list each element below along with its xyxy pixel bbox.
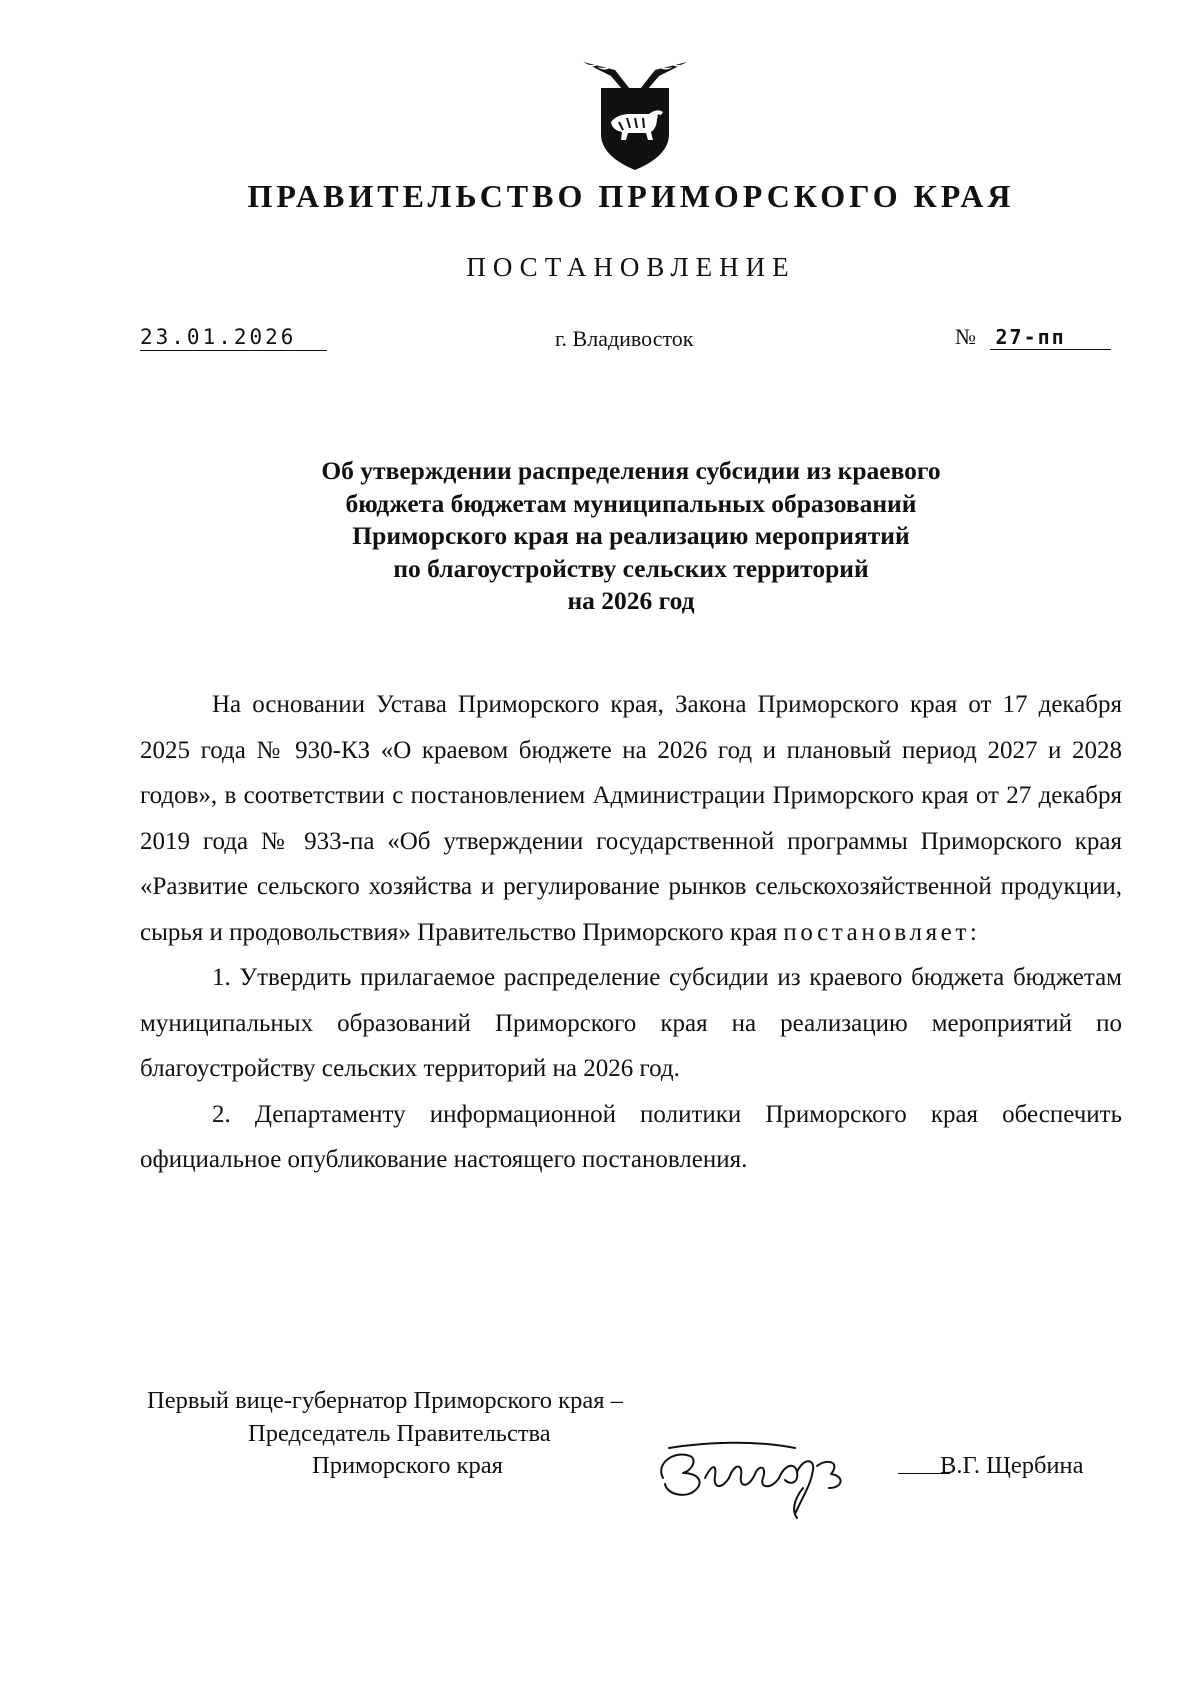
document-number: 27-пп [990,325,1111,350]
preamble-paragraph [140,682,1122,955]
title-line: Об утверждении распределения субсидии из краевого [321,456,941,485]
document-date: 23.01.2026 [140,325,327,351]
document-city: г. Владивосток [555,326,694,351]
item-2-paragraph: 2. Департаменту информационной политики Приморского края обеспечить официальное опубликование настоящего постановления. [140,1100,1122,1173]
title-line: по благоустройству сельских территорий [393,553,869,583]
organization-name: ПРАВИТЕЛЬСТВО ПРИМОРСКОГО КРАЯ [247,178,1015,214]
preamble-text: На основании Устава Приморского края, Закона Приморского края от 17 декабря 2025 года № 930-КЗ «О краевом бюджете на 2026 год и плановый период 2027 и 2028 годов», в соответствии с постановлением Администрации Приморского края от 27 декабря 2019 года № 933-па «Об утверждении государственной программы Приморского края «Развитие сельского хозяйства и регулирование рынков сельскохозяйственной продукции, сырья и продовольствия» Правительство Приморского края [140,691,1122,946]
document-type: ПОСТАНОВЛЕНИЕ [466,252,796,282]
position-line: Председатель Правительства [248,1419,551,1447]
document-title [200,455,1062,618]
handwritten-signature-icon [645,1418,890,1528]
title-line: бюджета бюджетам муниципальных образований [345,488,917,518]
resolves-word: постановляет: [783,918,981,946]
document-number-block [955,324,1111,350]
document-body [140,682,1122,1183]
title-line: Приморского края на реализацию мероприятий [352,521,910,550]
item-1-paragraph: 1. Утвердить прилагаемое распределение субсидии из краевого бюджета бюджетам муниципальных образований Приморского края на реализацию мероприятий по благоустройству сельских территорий на 2026 год. [140,964,1122,1082]
signatory-position [147,1385,623,1483]
position-line: Приморского края [312,1452,503,1479]
title-line: на 2026 год [567,586,695,615]
signatory-name: В.Г. Щербина [940,1452,1084,1479]
position-line: Первый вице-губернатор Приморского края – [147,1387,623,1414]
number-sign: № [955,324,976,349]
coat-of-arms-icon [575,56,695,176]
